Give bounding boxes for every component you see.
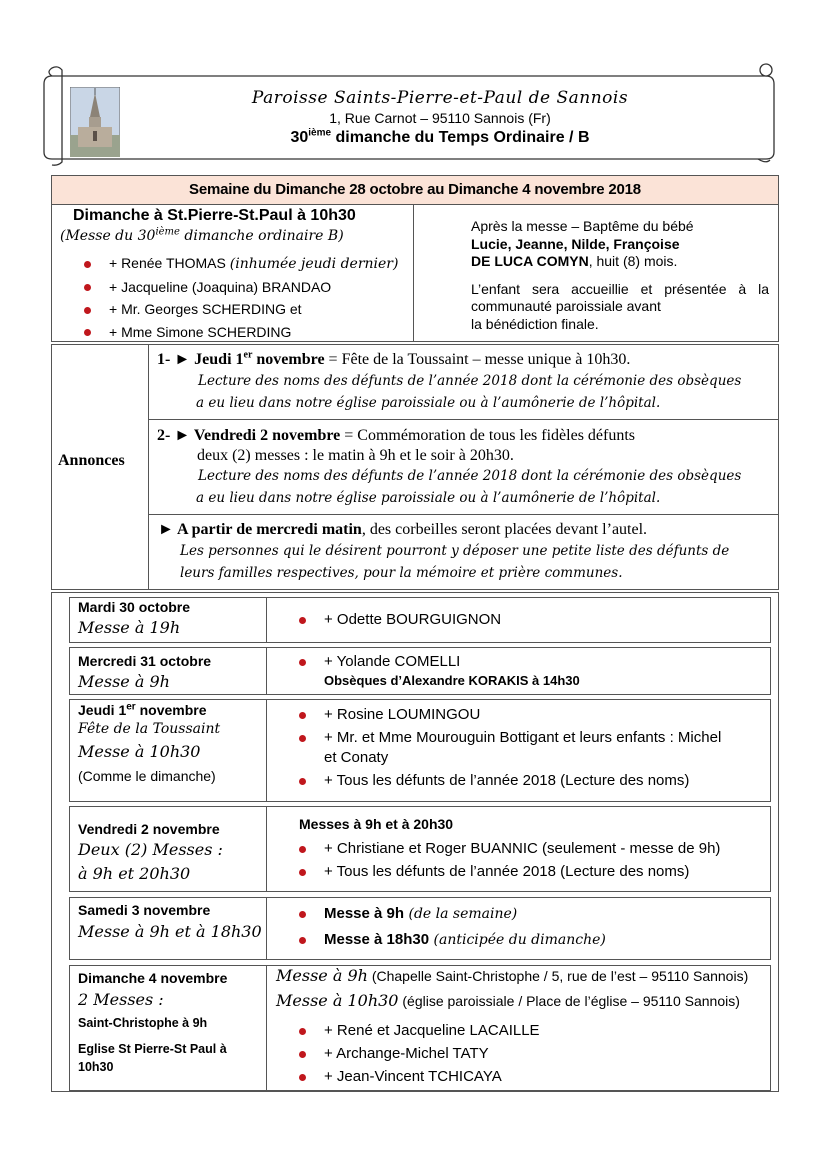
a1-italic-1: Lecture des noms des défunts de l’année 2018 dont la cérémonie des obsèques (198, 373, 742, 389)
subtitle-b: dimanche ordinaire B) (179, 228, 344, 244)
a3-rest: , des corbeilles seront placées devant l’autel. (361, 521, 648, 538)
list-item (299, 705, 769, 725)
bullet-icon (84, 284, 91, 291)
day-a: Jeudi 1 (78, 702, 127, 718)
week-banner (51, 175, 779, 205)
intention-text: + Renée THOMAS (109, 255, 230, 271)
intention-text: + Yolande COMELLI (324, 653, 461, 670)
mass-note: (de la semaine) (404, 906, 518, 922)
intention-text: + Mr. et Mme Mourouguin Bottigant et leurs enfants : Michel (324, 729, 722, 746)
intention-text: + René et Jacqueline LACAILLE (324, 1022, 540, 1039)
announcement-3 (158, 521, 647, 539)
announcement-2 (157, 427, 635, 445)
intention-text: + Christiane et Roger BUANNIC (seulement - messe de 9h) (324, 840, 721, 857)
intention-continuation: et Conaty (324, 749, 389, 766)
intention-text: + Mme Simone SCHERDING (109, 323, 292, 340)
mass-note: (Comme le dimanche) (78, 768, 216, 784)
list-item (84, 321, 398, 344)
baptism-line: Après la messe – Baptême du bébé (471, 218, 694, 234)
list-item (84, 298, 398, 321)
a3-italic-2: leurs familles respectives, pour la mémoire et prière communes. (180, 565, 623, 581)
day-label (78, 702, 207, 718)
mass-label: Messe à 9h (324, 905, 405, 922)
bullet-icon (299, 1074, 306, 1081)
a2-line-2: deux (2) messes : le matin à 9h et le soir à 20h30. (197, 447, 514, 464)
a2-rest: = Commémoration de tous les fidèles défunts (340, 427, 636, 444)
baptism-age: , huit (8) mois. (588, 253, 678, 269)
baptism-surname: DE LUCA COMYN (471, 253, 589, 269)
list-item (299, 1042, 540, 1065)
location-1: Saint-Christophe à 9h (78, 1016, 208, 1030)
sunday-mass-2 (276, 991, 740, 1010)
day-label: Mercredi 31 octobre (78, 653, 212, 669)
location-2: Eglise St Pierre-St Paul à (78, 1042, 227, 1056)
intention-text: + Jean-Vincent TCHICAYA (324, 1068, 502, 1085)
a1-prefix: 1- ► (157, 351, 195, 368)
baptism-notice (471, 218, 769, 333)
baptism-p2-line: la bénédiction finale. (471, 315, 599, 332)
funeral-note: Obsèques d’Alexandre KORAKIS à 14h30 (324, 673, 580, 688)
a1-italic-2: a eu lieu dans notre église paroissiale ou à l’aumônerie de l’hôpital. (196, 395, 661, 411)
mass-time: Messe à 9h (78, 672, 170, 691)
mass-time: Messe à 9h et à 18h30 (78, 922, 262, 941)
list-item (299, 860, 720, 883)
bullet-icon (299, 1051, 306, 1058)
intention-text: + Tous les défunts de l’année 2018 (Lecture des noms) (324, 863, 690, 880)
list-item (299, 901, 606, 927)
sunday-sup: ième (308, 127, 332, 139)
intention-text: + Rosine LOUMINGOU (324, 706, 481, 723)
a1-bold: Jeudi 1 (194, 351, 244, 368)
sunday-rest: dimanche du Temps Ordinaire / B (331, 129, 590, 146)
day-label: Vendredi 2 novembre (78, 821, 220, 837)
mass-count: 2 Messes : (78, 990, 164, 1009)
bullet-icon (299, 712, 306, 719)
list-item (299, 653, 460, 670)
mass-count: Deux (2) Messes : (78, 840, 223, 859)
a3-bold: A partir de mercredi matin (176, 521, 362, 538)
mass-place: (église paroissiale / Place de l’église – 95110 Sannois) (398, 993, 740, 1009)
a1-sup: er (243, 349, 253, 361)
sunday-number: 30 (290, 129, 309, 146)
mass-place: (Chapelle Saint-Christophe / 5, rue de l’est – 95110 Sannois) (367, 968, 749, 984)
sunday-intentions (299, 1019, 540, 1088)
mass-time: Messe à 19h (78, 618, 181, 637)
parish-address: 1, Rue Carnot – 95110 Sannois (Fr) (329, 110, 551, 126)
day-sup: er (126, 701, 136, 713)
intention-note: (inhumée jeudi dernier) (229, 256, 399, 272)
a1-rest: = Fête de la Toussaint – messe unique à 10h30. (324, 351, 631, 368)
a1-bold-b: novembre (252, 351, 325, 368)
list-item (299, 728, 769, 748)
bullet-icon (299, 911, 306, 918)
sunday-mass-1 (276, 966, 748, 985)
day-b: novembre (135, 702, 207, 718)
subtitle-sup: ième (155, 226, 180, 238)
day-label: Mardi 30 octobre (78, 599, 191, 615)
a2-italic-1: Lecture des noms des défunts de l’année 2018 dont la cérémonie des obsèques (198, 468, 742, 484)
baptism-names: Lucie, Jeanne, Nilde, Françoise (471, 235, 680, 252)
location-2-time: 10h30 (78, 1060, 114, 1074)
feast-label: Fête de la Toussaint (78, 721, 221, 737)
list-item (299, 1019, 540, 1042)
friday-intentions (299, 837, 720, 883)
baptism-p2-line: communauté paroissiale avant (471, 298, 661, 314)
sunday-mass-subtitle (60, 228, 344, 244)
mass-time: Messe à 10h30 (276, 991, 399, 1010)
list-item (299, 611, 501, 628)
list-item (299, 927, 606, 953)
mass-label: Messe à 18h30 (324, 931, 430, 948)
day-label: Dimanche 4 novembre (78, 970, 228, 986)
list-item (299, 1065, 540, 1088)
bullet-icon (299, 846, 306, 853)
bullet-icon (84, 307, 91, 314)
mass-time: Messe à 10h30 (78, 742, 201, 761)
a2-prefix: 2- ► (157, 427, 194, 444)
bullet-icon (299, 937, 306, 944)
list-item (84, 276, 398, 299)
mass-note: (anticipée du dimanche) (429, 932, 606, 948)
church-photo (70, 87, 120, 157)
thursday-intentions (299, 705, 769, 791)
sunday-mass-title: Dimanche à St.Pierre-St.Paul à 10h30 (73, 207, 356, 224)
baptism-p2-line: L’enfant sera accueillie et présentée à la (471, 280, 769, 297)
mass-time: Messe à 9h (276, 966, 368, 985)
intention-text: + Mr. Georges SCHERDING et (109, 301, 302, 317)
list-item (84, 252, 398, 276)
week-banner-text: Semaine du Dimanche 28 octobre au Dimanche 4 novembre 2018 (189, 181, 641, 198)
bullet-icon (299, 659, 306, 666)
bullet-icon (299, 778, 306, 785)
mass-time: à 9h et 20h30 (78, 864, 191, 883)
subtitle-a: (Messe du 30 (60, 228, 156, 244)
intention-text: + Archange-Michel TATY (324, 1045, 489, 1062)
a2-italic-2: a eu lieu dans notre église paroissiale ou à l’aumônerie de l’hôpital. (196, 490, 661, 506)
announcements-label: Annonces (58, 452, 125, 469)
bullet-icon (84, 261, 91, 268)
bullet-icon (299, 617, 306, 624)
saturday-items (299, 901, 606, 953)
a3-prefix: ► (158, 521, 177, 538)
sunday-intentions-list (84, 252, 398, 343)
a3-italic-1: Les personnes qui le désirent pourront y déposer une petite liste des défunts de (180, 543, 730, 559)
liturgical-title (120, 129, 760, 147)
announcement-1 (157, 351, 630, 369)
day-label: Samedi 3 novembre (78, 902, 211, 918)
bullet-icon (299, 869, 306, 876)
bullet-icon (299, 1028, 306, 1035)
list-item (299, 771, 769, 791)
intention-text: + Odette BOURGUIGNON (324, 611, 502, 628)
bullet-icon (84, 329, 91, 336)
list-item (299, 837, 720, 860)
intention-text: + Jacqueline (Joaquina) BRANDAO (109, 278, 332, 295)
intention-text: + Tous les défunts de l’année 2018 (Lecture des noms) (324, 772, 690, 789)
friday-heading: Messes à 9h et à 20h30 (299, 816, 454, 832)
a2-bold: Vendredi 2 novembre (193, 427, 341, 444)
bullet-icon (299, 735, 306, 742)
parish-name: Paroisse Saints-Pierre-et-Paul de Sannois (251, 88, 629, 108)
